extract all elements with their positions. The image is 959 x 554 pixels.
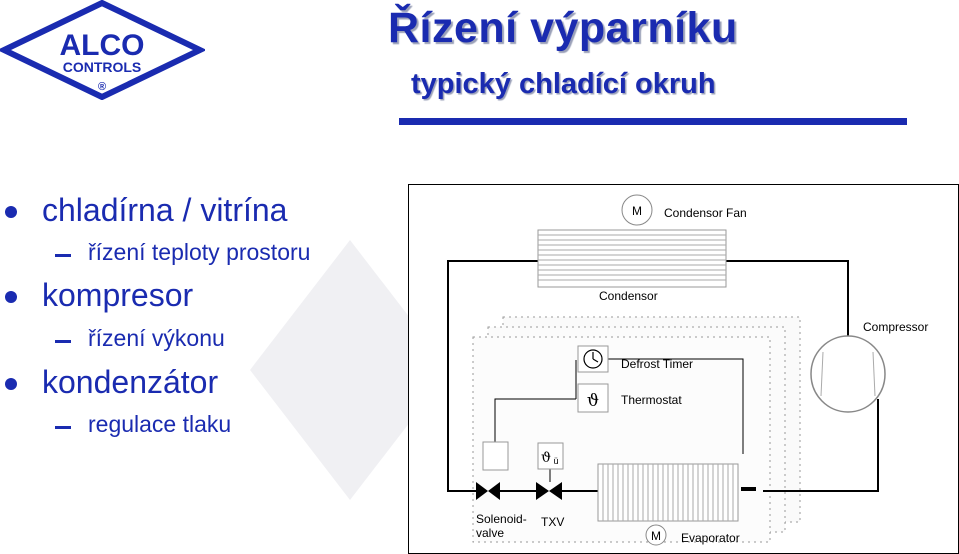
evaporator-label: Evaporator: [681, 531, 740, 545]
txv-bulb-symbol-subscript: ü: [553, 456, 559, 466]
page-title: Řízení výparníku: [388, 4, 738, 52]
alco-controls-logo: [0, 0, 205, 100]
compressor-icon: [811, 336, 885, 412]
logo-registered-mark: ®: [97, 81, 107, 93]
sub-bullet-dash: [55, 340, 71, 343]
thermostat-symbol-icon: ϑ: [586, 391, 600, 411]
bullet-item-kondenzator: kondenzátor: [42, 364, 219, 400]
condenser-coil-icon: [538, 230, 726, 287]
page-subtitle: typický chladící okruh: [411, 68, 716, 100]
sub-bullet-regulace-tlaku: regulace tlaku: [88, 411, 232, 437]
evaporator-coil-icon: [598, 464, 738, 521]
condenser-label: Condensor: [599, 289, 658, 303]
sub-bullet-dash: [55, 254, 71, 257]
defrost-timer-label: Defrost Timer: [621, 357, 694, 371]
bullet-dot: [5, 291, 17, 303]
clock-icon: [584, 350, 602, 368]
condenser-fan-motor-letter: M: [632, 204, 642, 218]
thermostat-label: Thermostat: [621, 393, 682, 407]
logo-controls-text: CONTROLS: [62, 59, 142, 75]
compressor-label: Compressor: [863, 320, 929, 334]
bullet-item-kompresor: kompresor: [42, 277, 194, 313]
logo-alco-text: ALCO: [59, 29, 145, 62]
sub-bullet-rizeni-vykonu: řízení výkonu: [88, 325, 225, 351]
solenoid-valve-label-line1: Solenoid-: [476, 512, 527, 526]
txv-label: TXV: [541, 515, 565, 529]
txv-bulb-symbol-icon: ϑ: [540, 450, 552, 466]
bullet-dot: [5, 206, 17, 218]
evaporator-fan-motor-letter: M: [651, 529, 661, 543]
bullet-dot: [5, 378, 17, 390]
sub-bullet-rizeni-teploty: řízení teploty prostoru: [88, 239, 311, 265]
solenoid-coil-box: [483, 442, 508, 470]
sub-bullet-dash: [55, 426, 71, 429]
solenoid-valve-label-line2: valve: [476, 526, 505, 540]
title-underline: [399, 118, 907, 125]
bullet-item-chladirna: chladírna / vitrína: [42, 192, 288, 228]
condenser-fan-label: Condensor Fan: [664, 206, 747, 220]
refrigeration-circuit-diagram: [408, 184, 959, 554]
